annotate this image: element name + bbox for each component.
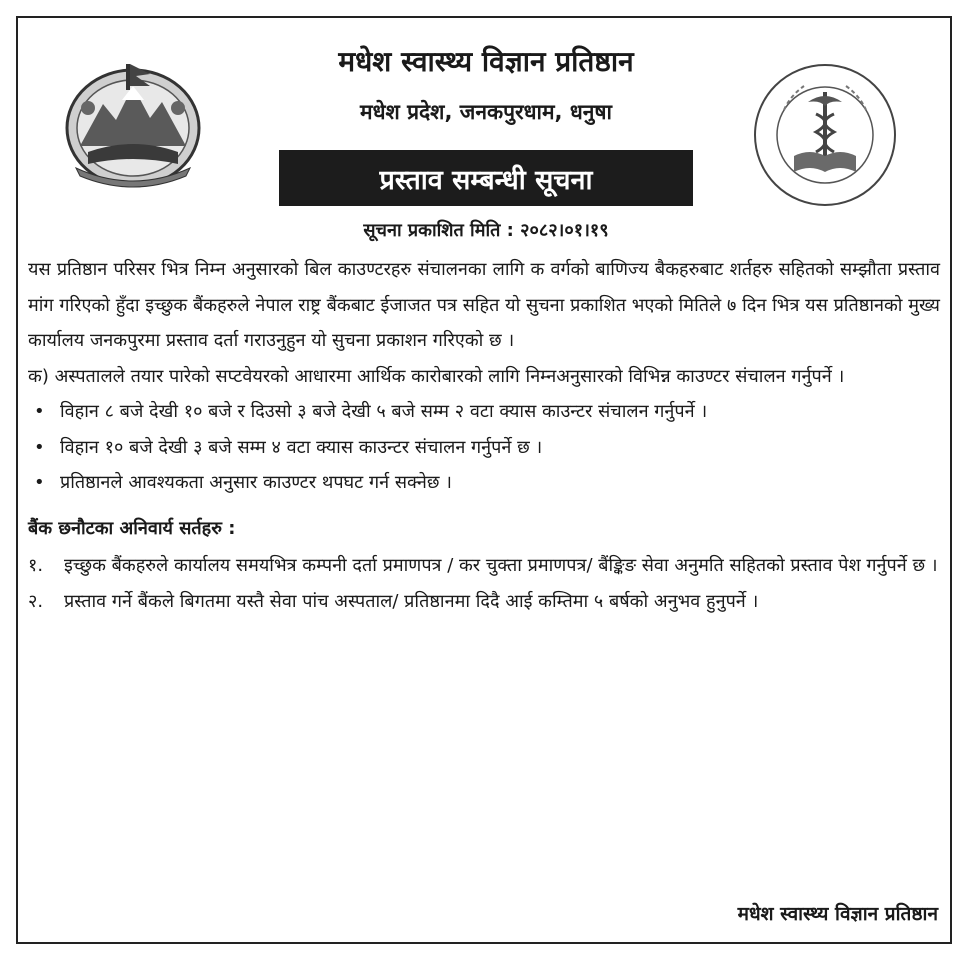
condition-text: इच्छुक बैंकहरुले कार्यालय समयभित्र कम्पनी दर्ता प्रमाणपत्र / कर चुक्ता प्रमाणपत्र/ बैंङ्किङ सेवा अनुमति सहितको प्रस्ताव पेश गर्नुपर्ने छ । bbox=[64, 555, 938, 576]
notice-body bbox=[28, 252, 940, 619]
intro-paragraph: यस प्रतिष्ठान परिसर भित्र निम्न अनुसारको बिल काउण्टरहरु संचालनका लागि क वर्गको बाणिज्य बैकहरुबाट शर्तहरु सहितको सम्झौता प्रस्ताव मांग गरिएको हुँदा इच्छुक बैंकहरुले नेपाल राष्ट्र बैंकबाट ईजाजत पत्र सहित यो सुचना प्रकाशित भएको मितिले ७ दिन भित्र यस प्रतिष्ठानको मुख्य कार्यालय जनकपुरमा प्रस्ताव दर्ता गराउनुहुन यो सुचना प्रकाशन गरिएको छ । bbox=[28, 259, 940, 351]
list-item bbox=[28, 394, 940, 430]
bullet-text: विहान ८ बजे देखी १० बजे र दिउसो ३ बजे देखी ५ बजे सम्म २ वटा क्यास काउन्टर संचालन गर्नुपर्ने । bbox=[60, 401, 708, 422]
list-item bbox=[28, 430, 940, 466]
publication-date: सूचना प्रकाशित मिति : २०८२।०१।१९ bbox=[363, 220, 609, 241]
notice-banner: प्रस्ताव सम्बन्धी सूचना bbox=[279, 150, 693, 206]
caduceus-book-seal-icon bbox=[750, 60, 900, 210]
list-item bbox=[28, 465, 940, 501]
item-ka: क) अस्पतालले तयार पारेको सप्टवेयरको आधारमा आर्थिक कारोबारको लागि निम्नअनुसारको विभिन्न काउण्टर संचालन गर्नुपर्ने । bbox=[28, 365, 845, 387]
condition-number: २. bbox=[28, 590, 44, 612]
condition-number: १. bbox=[28, 555, 44, 576]
condition-item bbox=[28, 584, 940, 620]
conditions-heading: बैंक छनौटका अनिवार्य सर्तहरु : bbox=[28, 517, 236, 539]
condition-text: प्रस्ताव गर्ने बैंकले बिगतमा यस्तै सेवा पांच अस्पताल/ प्रतिष्ठानमा दिदै आई कम्तिमा ५ बर्षको अनुभव हुनुपर्ने । bbox=[64, 590, 759, 612]
bullet-text: प्रतिष्ठानले आवश्यकता अनुसार काउण्टर थपघट गर्न सक्नेछ । bbox=[60, 472, 453, 493]
institution-title: मधेश स्वास्थ्य विज्ञान प्रतिष्ठान bbox=[338, 45, 634, 78]
institution-address: मधेश प्रदेश, जनकपुरधाम, धनुषा bbox=[360, 100, 612, 124]
bullet-text: विहान १० बजे देखी ३ बजे सम्म ४ वटा क्यास काउन्टर संचालन गर्नुपर्ने छ । bbox=[60, 436, 543, 458]
condition-item bbox=[28, 548, 940, 584]
bullet-icon: • bbox=[34, 401, 45, 422]
footer-signature: मधेश स्वास्थ्य विज्ञान प्रतिष्ठान bbox=[737, 903, 938, 925]
bullet-icon: • bbox=[34, 472, 45, 493]
bullet-icon: • bbox=[34, 436, 45, 458]
